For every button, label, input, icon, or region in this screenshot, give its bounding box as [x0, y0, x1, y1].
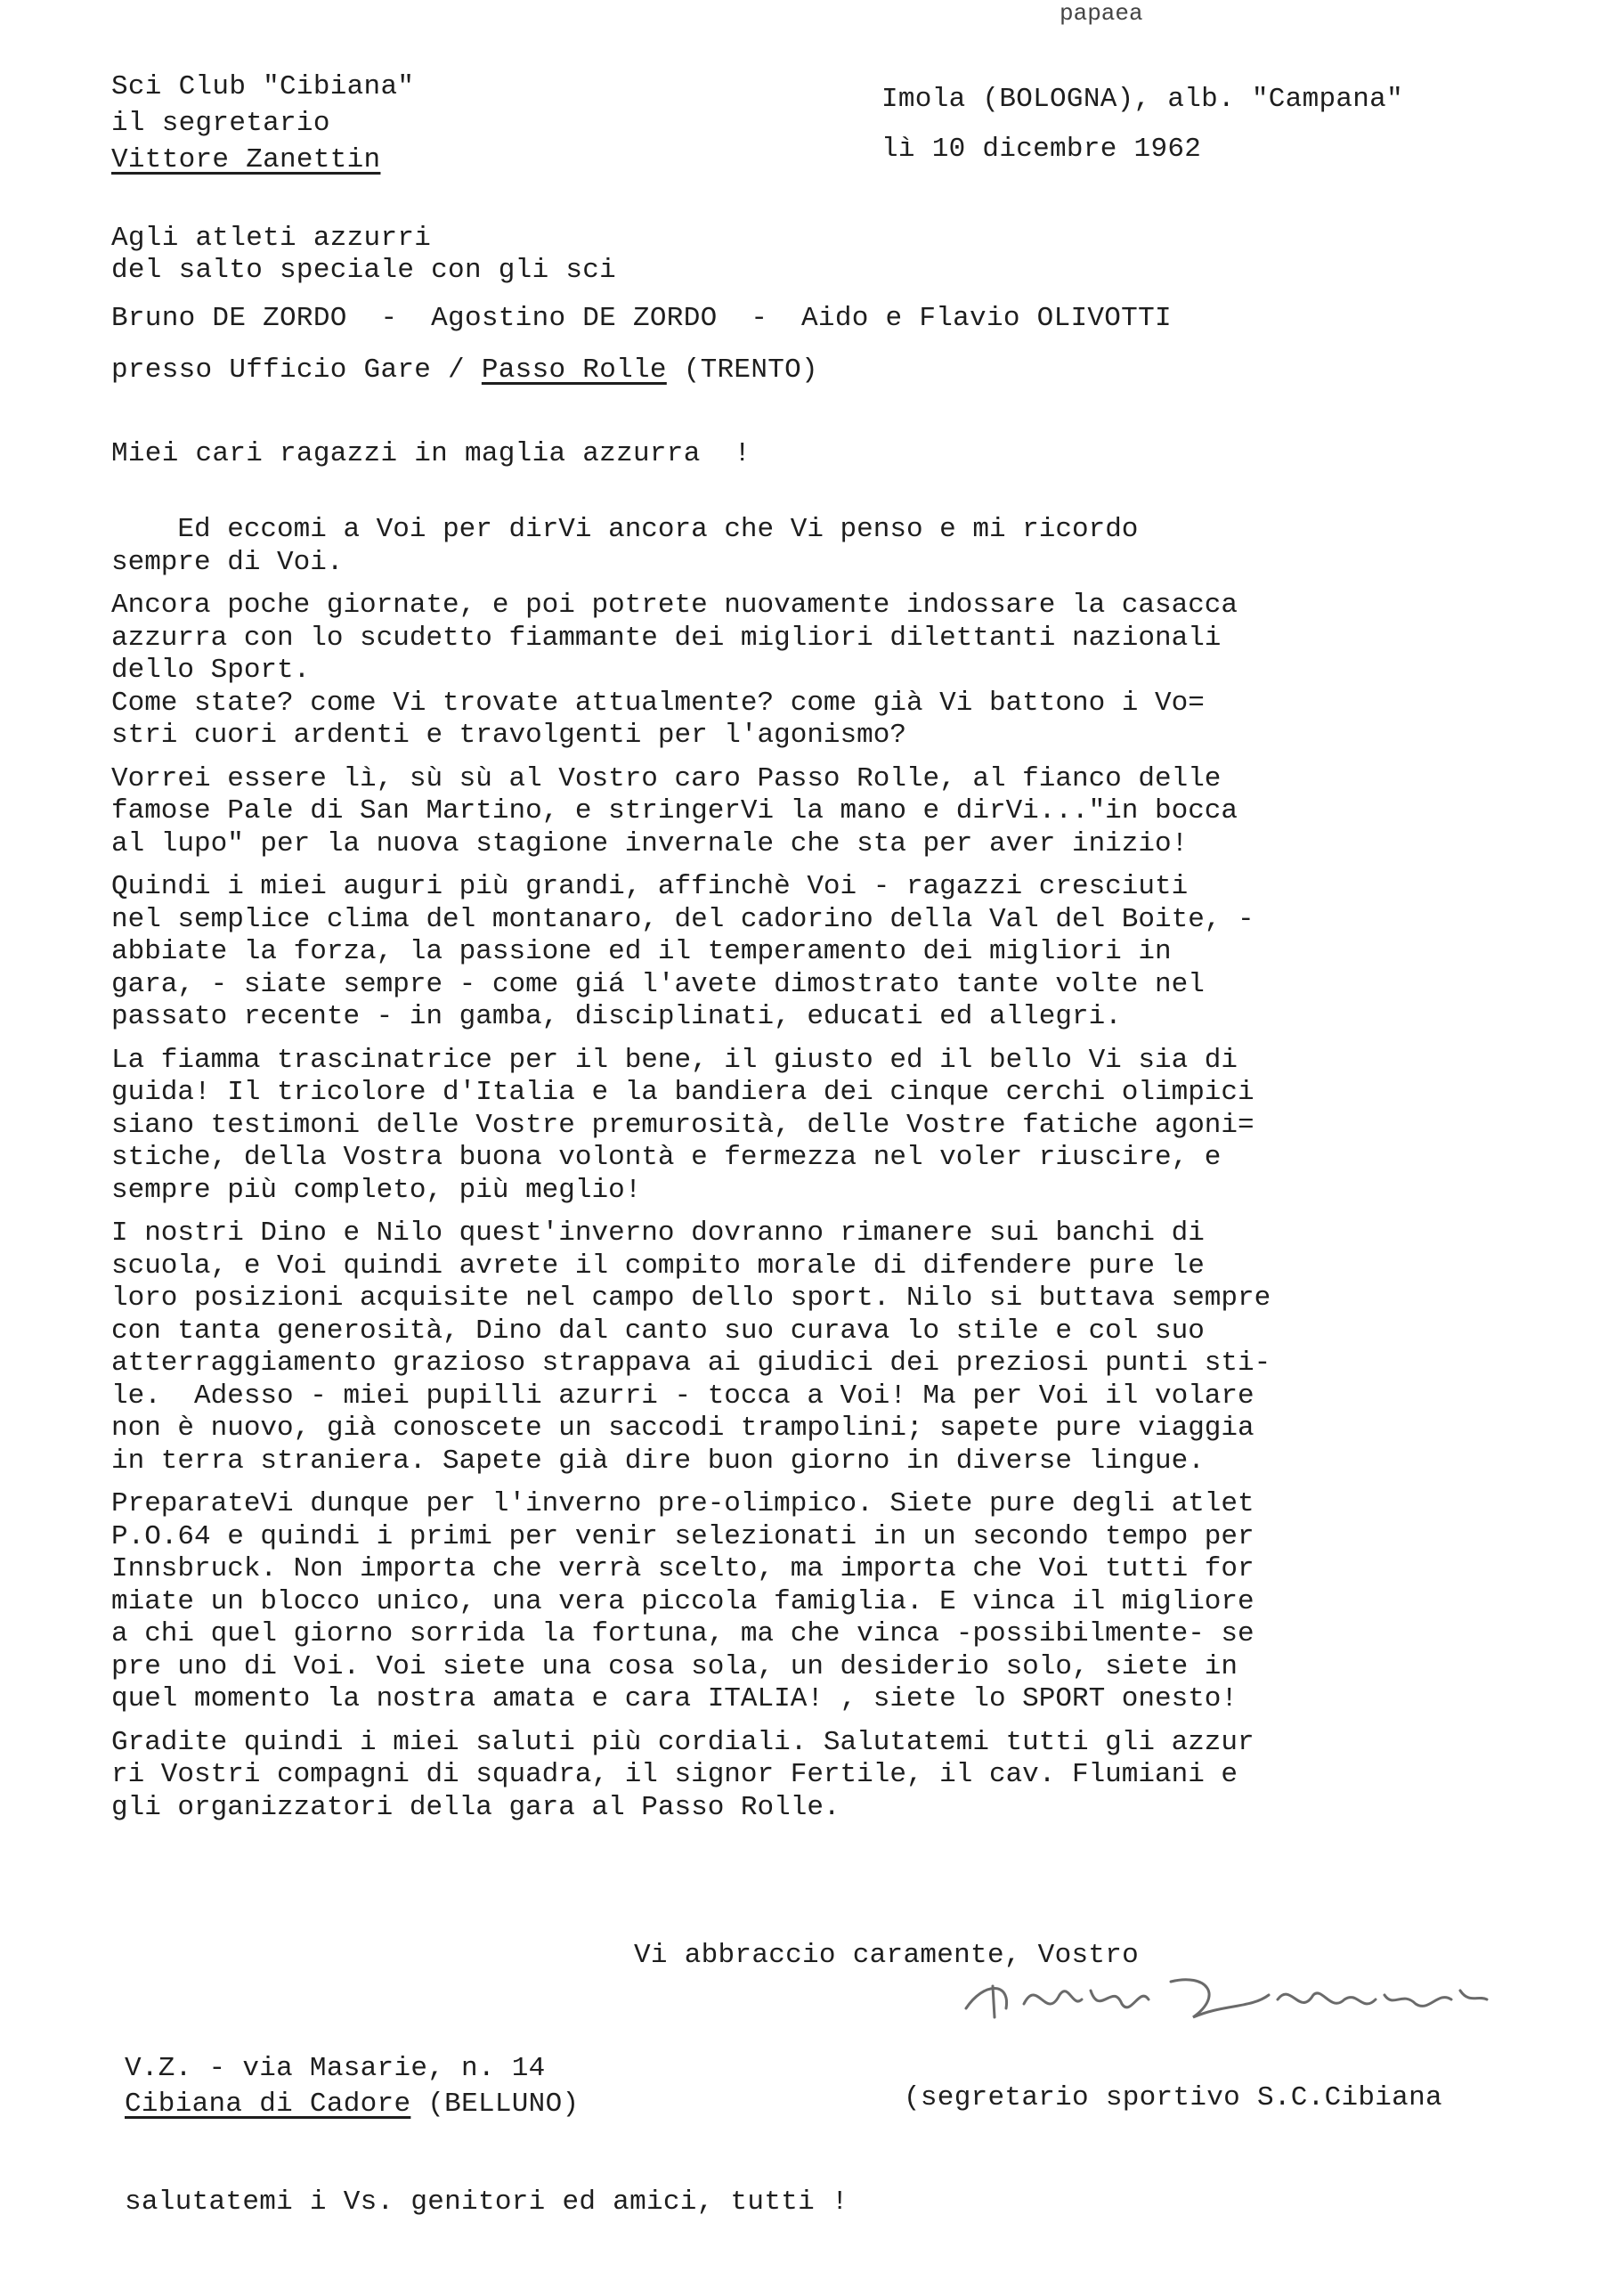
paragraph-5: La fiamma trascinatrice per il bene, il giusto ed il bello Vi sia di guida! Il tricolore d'Italia e la bandiera dei cinque cerchi olimpici siano testimoni delle Vostre premurosità, delle Vostre fatiche agoni= stiche, della Vostra buona volontà e fermezza nel voler riuscire, e sempre più completo, più meglio!: [111, 1044, 1255, 1206]
paragraph-4: Quindi i miei auguri più grandi, affinchè Voi - ragazzi cresciuti nel semplice clima del montanaro, del cadorino della Val del Boite, - abbiate la forza, la passione ed il temperamento dei migliori in gara, - siate sempre - come giá l'avete dimostrato tante volte nel passato recente - in gamba, disciplinati, educati ed allegri.: [111, 871, 1255, 1032]
letter-body: [111, 514, 1518, 1835]
recipients-address: [111, 354, 818, 387]
top-edge-mark: papaea: [1060, 0, 1143, 27]
paragraph-6: I nostri Dino e Nilo quest'inverno dovranno rimanere sui banchi di scuola, e Voi quindi avrete il compito morale di difendere pure le loro posizioni acquisite nel campo dello sport. Nilo si buttava sempre con tanta generosità, Dino dal canto suo curava lo stile e col suo atterraggiamento grazioso strappava ai giudici dei preziosi punti sti- le. Adesso - miei pupilli azurri - tocca a Voi! Ma per Voi il volare non è nuovo, già conoscete un saccodi trampolini; sapete pure viaggia in terra straniera. Sapete già dire buon giorno in diverse lingue.: [111, 1217, 1271, 1477]
handwritten-signature: [957, 1955, 1491, 2035]
footer-place: Cibiana di Cadore: [125, 2089, 411, 2120]
signature-title: (segretario sportivo S.C.Cibiana: [904, 2082, 1442, 2113]
sender-club: Sci Club "Cibiana": [111, 71, 415, 102]
paragraph-8: Gradite quindi i miei saluti più cordiali. Salutatemi tutti gli azzur ri Vostri compagni di squadra, il signor Fertile, il cav. Flumiani e gli organizzatori della gara al Passo Rolle.: [111, 1726, 1255, 1823]
address-place: Passo Rolle: [481, 354, 667, 386]
salutation: Miei cari ragazzi in maglia azzurra !: [111, 438, 751, 469]
date: lì 10 dicembre 1962: [881, 134, 1202, 165]
paragraph-2: Ancora poche giornate, e poi potrete nuovamente indossare la casacca azzurra con lo scudetto fiammante dei migliori dilettanti nazionali dello Sport. Come state? come Vi trovate attualmente? come già Vi battono i Vo= stri cuori ardenti e travolgenti per l'agonismo?: [111, 590, 1238, 751]
footer-address-line2: [125, 2089, 579, 2121]
recipients-names: Bruno DE ZORDO - Agostino DE ZORDO - Aido e Flavio OLIVOTTI: [111, 303, 1172, 334]
sender-name: Vittore Zanettin: [111, 144, 381, 175]
closing: Vi abbraccio caramente, Vostro: [634, 1940, 1140, 1971]
recipients-line2: del salto speciale con gli sci: [111, 255, 617, 286]
sender-role: il segretario: [111, 108, 330, 139]
paragraph-3: Vorrei essere lì, sù sù al Vostro caro Passo Rolle, al fianco delle famose Pale di San Martino, e stringerVi la mano e dirVi..."in bocca al lupo" per la nuova stagione invernale che sta per aver inizio!: [111, 762, 1238, 859]
address-prefix: presso Ufficio Gare /: [111, 354, 482, 386]
recipients-line1: Agli atleti azzurri: [111, 223, 432, 254]
postscript: salutatemi i Vs. genitori ed amici, tutti !: [125, 2186, 849, 2218]
paragraph-1: Ed eccomi a Voi per dirVi ancora che Vi penso e mi ricordo sempre di Voi.: [111, 514, 1139, 578]
footer-province: (BELLUNO): [410, 2089, 580, 2120]
address-suffix: (TRENTO): [666, 354, 818, 386]
place: Imola (BOLOGNA), alb. "Campana": [881, 84, 1403, 115]
paragraph-7: PreparateVi dunque per l'inverno pre-olimpico. Siete pure degli atlet P.O.64 e quindi i primi per venir selezionati in un secondo tempo per Innsbruck. Non importa che verrà scelto, ma importa che Voi tutti for miate un blocco unico, una vera piccola famiglia. E vinca il migliore a chi quel giorno sorrida la fortuna, ma che vinca -possibilmente- se pre uno di Voi. Voi siete una cosa sola, un desiderio solo, siete in quel momento la nostra amata e cara ITALIA! , siete lo SPORT onesto!: [111, 1488, 1255, 1714]
footer-address-line1: V.Z. - via Masarie, n. 14: [125, 2053, 546, 2084]
